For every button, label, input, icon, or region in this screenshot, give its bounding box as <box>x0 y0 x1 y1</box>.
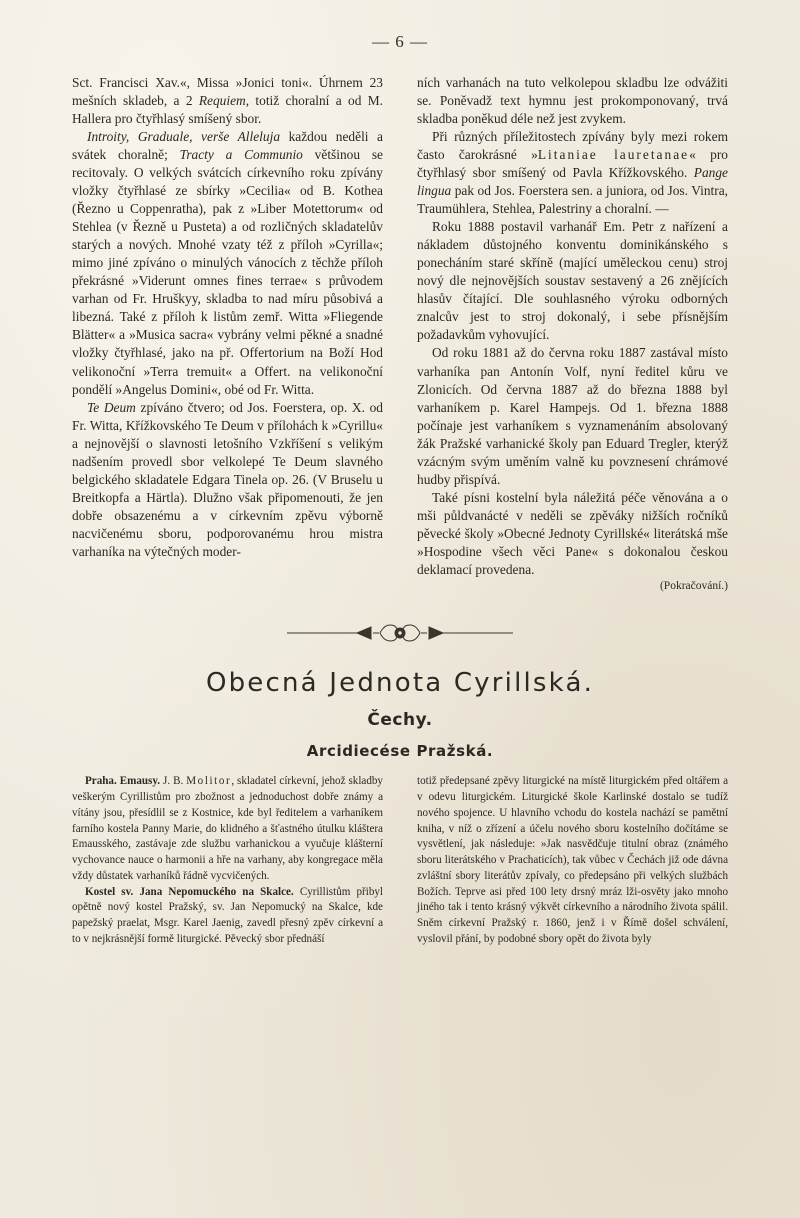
page-folio: — 6 — <box>372 32 428 51</box>
paragraph: Roku 1888 postavil varhanář Em. Petr z nařízení a nákladem důstojného konventu dominikánského s ponecháním staré skříně (mající uměleckou cenu) stroj nový dle nejnovějších soustav sestavený a 26 znějících hlasův čítající. Dle souhlasného výroku odborných znalcův jest to stroj dokonalý, i sebe přísnějším požadavkům vyhovující. <box>417 219 728 343</box>
bottom-article-right-column <box>400 774 728 947</box>
paragraph: Od roku 1881 až do června roku 1887 zastával místo varhaníka pan Antonín Volf, nyní ředitel kůru ve Zlonicích. Od června 1887 až do března 1888 byl varhaníkem p. Karel Hampejs. Od 1. března 1888 počínaje jest varhaníkem s vyznamenáním absolovaný žák Pražské varhanické školy pan Eduard Tregler, kterýž vzácným svým uměním valně ku povznesení chrámové hudby přispívá. <box>417 345 728 487</box>
paragraph: Také písni kostelní byla náležitá péče věnována a o mši půldvanácté v neděli se zpěváky nižších ročníků pěvecké školy »Obecné Jednoty Cyrillské« literátská mše »Hospodine všech věci Pane« s dokonalou českou deklamací provedena. <box>417 489 728 577</box>
section-subtitle-diocese: Arcidiecése Pražská. <box>306 742 494 761</box>
paragraph: Te Deum zpíváno čtvero; od Jos. Foerstera, op. X. od Fr. Witta, Křížkovského Te Deum v přílohách k »Cyrillu« a nejnovější o slavnosti letošního Vzkříšení s velikým nadšením provedl sbor velkolepé Te Deum slavného belgického skladatele Edgara Tinela op. 26. (V Bruselu u Breitkopfa a Härtla). Dlužno však připomenouti, že jen dobře obsazenému a v církevním zpěvu výborně nacvičenému sboru, podporovanému hrou mistra varhaníka na výtečných moder- <box>72 399 383 559</box>
continuation-note: (Pokračování.) <box>659 579 728 592</box>
top-article-left-column <box>72 74 400 594</box>
floral-rule-ornament <box>285 620 515 646</box>
paragraph: ních varhanách na tuto velkolepou skladbu lze odvážiti se. Poněvadž text hymnu jest prokomponovaný, trvá skladba poněkud déle než jest zvykem. <box>417 75 728 127</box>
paragraph: Sct. Francisci Xav.«, Missa »Jonici toni«. Úhrnem 23 mešních skladeb, a 2 Requiem, totiž choralní a od M. Hallera pro čtyřhlasý smíšený sbor. <box>72 75 383 127</box>
paragraph: totiž předepsané zpěvy liturgické na místě liturgickém před oltářem a v odevu liturgickém. Liturgické škole Karlinské dostalo se tudíž nového spojence. U hlavního vchodu do kostela nachází se pamětní kniha, v níž o zřízení a účelu nového sboru kostelního dočítáme se vysvětlení, jak následuje: »Jak nasvědčuje titulní obraz (známého sboru literátského v Prachaticích), tak vůbec v Čechách již ode dávna zvláštní sbory literátův zpívaly, co předepsáno při velkých službách Božích. Teprve asi před 100 lety drsný mráz lži-osvěty jako mnoho jiného tak i tento krásný výkvět církevního a národního života spálil. Sněm církevní Pražský r. 1860, jenž i v Římě došel schválení, vyslovil přání, by podobné sbory opět do života byly <box>417 775 728 945</box>
bottom-article-columns <box>72 774 728 947</box>
bottom-article-left-column <box>72 774 400 947</box>
section-title: Obecná Jednota Cyrillská. <box>205 668 595 699</box>
paragraph: Kostel sv. Jana Nepomuckého na Skalce. Cyrillistům přibyl opětně nový kostel Pražský, sv. Jan Nepomucký na Skalce, kde papežský praelat, Msgr. Karel Jaenig, zavedl přesný zpěv církevní a to v nejkrásnější formě liturgické. Pěvecký sbor přednáší <box>72 885 383 945</box>
top-article-right-column <box>400 74 728 594</box>
paragraph: Při různých příležitostech zpívány byly mezi rokem často čarokrásné »Litaniae lauretanae« pro čtyřhlasý sbor smíšený od Pavla Křížkovského. Pange lingua pak od Jos. Foerstera sen. a juniora, od Jos. Vintra, Traumühlera, Stehlea, Palestriny a choralní. — <box>417 129 728 217</box>
paragraph: Introity, Graduale, verše Alleluja každou neděli a svátek choralně; Tracty a Communio většinou se recitovaly. O velkých svátcích církevního roku zpívány vložky čtyřhlasé ze sbírky »Cecilia« od B. Kothea (Řezno u Coppenratha), pak z »Liber Motettorum« od Stehlea (v Řezně u Pusteta) a od rozličných skladatelův starých a nových. Mnohé vzaty též z příloh »Cyrilla«; mimo jiné zpíváno o minulých vánocích z těchže příloh překrásné »Viderunt omnes fines terrae« s průvodem varhan od Fr. Hruškyy, skladba to nad míru působivá a libezná. Také z příloh k listům zemř. Witta »Fliegende Blätter« a »Musica sacra« vybrány velmi pěkné a snadné vložky čtyřhlasé, jako na př. Offertorium na Boží Hod velikonoční »Terra tremuit« a Offert. na velikonoční pondělí »Angelus Domini«, obé od Fr. Witta. <box>72 129 383 397</box>
paragraph: Praha. Emausy. J. B. Molitor, skladatel církevní, jehož skladby veškerým Cyrillistům pro zbožnost a jednoduchost dobře známy a vítány jsou, přesídlil se z Kostnice, kde byl ředitelem a varhaníkem farního kostela Panny Marie, do klidného a šťastného útulku kláštera Emausského, zastávaje zde službu varhanickou a vyučuje klášterní vychovance nauce o harmonii a hře na varhany, aby kongregace měla vždy důstatek varhaníků řádně vycvičených. <box>72 775 383 882</box>
section-subtitle-region: Čechy. <box>367 710 433 731</box>
top-article-columns <box>72 74 728 594</box>
